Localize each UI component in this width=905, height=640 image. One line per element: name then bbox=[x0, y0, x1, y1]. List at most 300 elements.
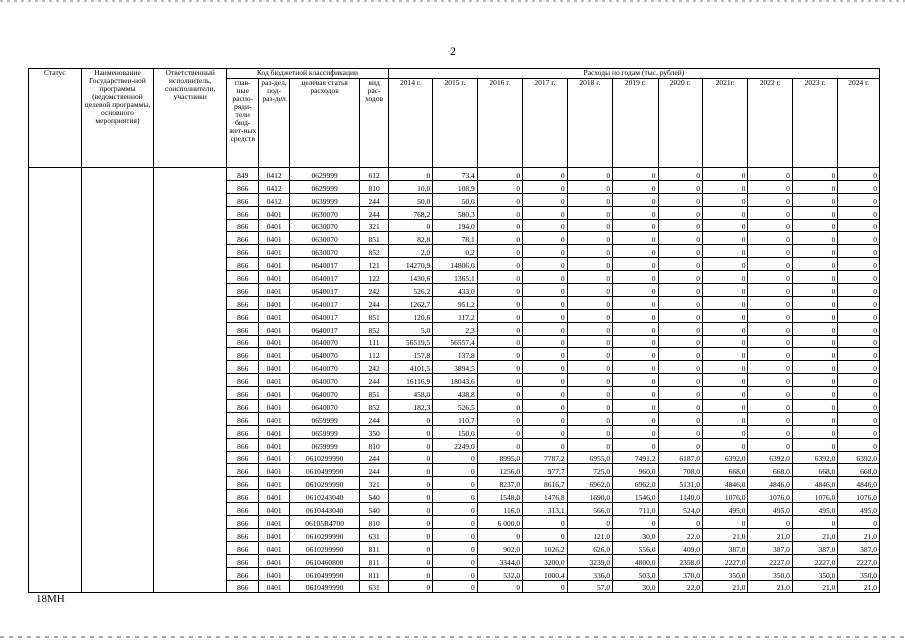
amount-cell: 0 bbox=[388, 567, 432, 580]
amount-cell: 121,0 bbox=[567, 528, 612, 541]
amount-cell: 0 bbox=[433, 541, 477, 554]
amount-cell: 0 bbox=[838, 232, 880, 245]
code-cell: 866 bbox=[227, 206, 259, 219]
code-cell: 866 bbox=[227, 180, 259, 193]
amount-cell: 22,0 bbox=[658, 580, 702, 593]
code-cell: 0401 bbox=[259, 541, 289, 554]
footer-code: 18МН bbox=[36, 593, 65, 605]
code-cell: 0401 bbox=[259, 554, 289, 567]
code-cell: 866 bbox=[227, 490, 259, 503]
code-cell: 244 bbox=[360, 451, 388, 464]
amount-cell: 0 bbox=[792, 258, 837, 271]
amount-cell: 56519,5 bbox=[388, 335, 432, 348]
code-cell: 06105R4700 bbox=[289, 516, 360, 529]
amount-cell: 0 bbox=[477, 438, 522, 451]
amount-cell: 0 bbox=[567, 258, 612, 271]
amount-cell: 902,0 bbox=[477, 541, 522, 554]
amount-cell: 0 bbox=[433, 490, 477, 503]
amount-cell: 0 bbox=[613, 425, 658, 438]
amount-cell: 21,0 bbox=[792, 580, 837, 593]
amount-cell: 0 bbox=[567, 335, 612, 348]
amount-cell: 6392,0 bbox=[748, 451, 792, 464]
code-cell: 866 bbox=[227, 258, 259, 271]
amount-cell: 2249,0 bbox=[433, 438, 477, 451]
code-cell: 0639999 bbox=[289, 193, 360, 206]
amount-cell: 0 bbox=[792, 168, 837, 181]
amount-cell: 0 bbox=[748, 309, 792, 322]
amount-cell: 0 bbox=[748, 193, 792, 206]
amount-cell: 0,2 bbox=[433, 245, 477, 258]
amount-cell: 0 bbox=[658, 284, 702, 297]
header-year: 2024 г. bbox=[838, 79, 880, 168]
amount-cell: 1000,4 bbox=[523, 567, 567, 580]
header-year: 2020 г. bbox=[658, 79, 702, 168]
amount-cell: 495,0 bbox=[838, 503, 880, 516]
amount-cell: 6392,0 bbox=[703, 451, 748, 464]
amount-cell: 50,0 bbox=[388, 193, 432, 206]
amount-cell: 0 bbox=[792, 387, 837, 400]
amount-cell: 0 bbox=[748, 258, 792, 271]
code-cell: 0401 bbox=[259, 296, 289, 309]
amount-cell: 387,0 bbox=[703, 541, 748, 554]
scan-edge-bottom bbox=[0, 636, 905, 638]
amount-cell: 0 bbox=[748, 425, 792, 438]
amount-cell: 6955,0 bbox=[567, 451, 612, 464]
amount-cell: 0 bbox=[388, 219, 432, 232]
code-cell: 0401 bbox=[259, 477, 289, 490]
code-cell: 851 bbox=[360, 232, 388, 245]
amount-cell: 0 bbox=[523, 284, 567, 297]
code-cell: 866 bbox=[227, 516, 259, 529]
amount-cell: 0 bbox=[567, 412, 612, 425]
code-cell: 866 bbox=[227, 425, 259, 438]
amount-cell: 0 bbox=[703, 412, 748, 425]
code-cell: 866 bbox=[227, 541, 259, 554]
amount-cell: 0 bbox=[433, 477, 477, 490]
header-responsible: Ответственный исполнитель, соисполнители, участники bbox=[154, 69, 227, 168]
amount-cell: 0 bbox=[838, 438, 880, 451]
amount-cell: 532,0 bbox=[477, 567, 522, 580]
amount-cell: 0 bbox=[388, 580, 432, 593]
amount-cell: 7787,2 bbox=[523, 451, 567, 464]
amount-cell: 0 bbox=[433, 528, 477, 541]
amount-cell: 0 bbox=[477, 193, 522, 206]
amount-cell: 0 bbox=[567, 180, 612, 193]
code-cell: 866 bbox=[227, 580, 259, 593]
amount-cell: 56557,4 bbox=[433, 335, 477, 348]
amount-cell: 0 bbox=[792, 232, 837, 245]
amount-cell: 4846,0 bbox=[792, 477, 837, 490]
amount-cell: 0 bbox=[658, 348, 702, 361]
amount-cell: 0 bbox=[838, 180, 880, 193]
code-cell: 112 bbox=[360, 348, 388, 361]
amount-cell: 116,0 bbox=[477, 503, 522, 516]
amount-cell: 0 bbox=[523, 168, 567, 181]
amount-cell: 668,0 bbox=[838, 464, 880, 477]
code-cell: 0401 bbox=[259, 490, 289, 503]
amount-cell: 82,8 bbox=[388, 232, 432, 245]
amount-cell: 495,0 bbox=[748, 503, 792, 516]
amount-cell: 0 bbox=[523, 425, 567, 438]
amount-cell: 1076,0 bbox=[748, 490, 792, 503]
amount-cell: 0 bbox=[523, 219, 567, 232]
amount-cell: 0 bbox=[792, 438, 837, 451]
amount-cell: 0 bbox=[658, 309, 702, 322]
amount-cell: 0 bbox=[523, 309, 567, 322]
amount-cell: 117,2 bbox=[433, 309, 477, 322]
amount-cell: 0 bbox=[792, 425, 837, 438]
amount-cell: 0 bbox=[658, 219, 702, 232]
amount-cell: 0 bbox=[567, 361, 612, 374]
amount-cell: 580,3 bbox=[433, 206, 477, 219]
code-cell: 321 bbox=[360, 219, 388, 232]
code-cell: 0610443040 bbox=[289, 503, 360, 516]
amount-cell: 0 bbox=[523, 580, 567, 593]
amount-cell: 0 bbox=[703, 348, 748, 361]
amount-cell: 0 bbox=[838, 245, 880, 258]
code-cell: 0401 bbox=[259, 206, 289, 219]
amount-cell: 0 bbox=[748, 516, 792, 529]
amount-cell: 951,2 bbox=[433, 296, 477, 309]
code-cell: 852 bbox=[360, 400, 388, 413]
amount-cell: 0 bbox=[477, 245, 522, 258]
amount-cell: 0 bbox=[838, 284, 880, 297]
amount-cell: 0 bbox=[613, 180, 658, 193]
amount-cell: 0 bbox=[703, 335, 748, 348]
amount-cell: 0 bbox=[567, 322, 612, 335]
amount-cell: 0 bbox=[388, 451, 432, 464]
amount-cell: 0 bbox=[613, 245, 658, 258]
amount-cell: 0 bbox=[838, 271, 880, 284]
code-cell: 866 bbox=[227, 464, 259, 477]
header-year: 2021г. bbox=[703, 79, 748, 168]
amount-cell: 0 bbox=[792, 412, 837, 425]
header-year: 2019 г. bbox=[613, 79, 658, 168]
code-cell: 0640070 bbox=[289, 400, 360, 413]
amount-cell: 458,0 bbox=[388, 387, 432, 400]
code-cell: 0401 bbox=[259, 567, 289, 580]
amount-cell: 0 bbox=[477, 412, 522, 425]
amount-cell: 3344,0 bbox=[477, 554, 522, 567]
amount-cell: 0 bbox=[658, 232, 702, 245]
amount-cell: 0 bbox=[748, 438, 792, 451]
code-cell: 0610299990 bbox=[289, 541, 360, 554]
amount-cell: 0 bbox=[567, 219, 612, 232]
code-cell: 866 bbox=[227, 245, 259, 258]
code-cell: 631 bbox=[360, 528, 388, 541]
code-cell: 811 bbox=[360, 554, 388, 567]
code-cell: 0640017 bbox=[289, 296, 360, 309]
code-cell: 321 bbox=[360, 477, 388, 490]
code-cell: 0610243040 bbox=[289, 490, 360, 503]
amount-cell: 0 bbox=[433, 567, 477, 580]
amount-cell: 0 bbox=[748, 335, 792, 348]
budget-table bbox=[28, 68, 880, 593]
code-cell: 244 bbox=[360, 412, 388, 425]
amount-cell: 350,0 bbox=[748, 567, 792, 580]
code-cell: 810 bbox=[360, 180, 388, 193]
amount-cell: 0 bbox=[567, 438, 612, 451]
amount-cell: 0 bbox=[388, 490, 432, 503]
amount-cell: 0 bbox=[748, 361, 792, 374]
amount-cell: 0 bbox=[658, 438, 702, 451]
code-cell: 0412 bbox=[259, 180, 289, 193]
amount-cell: 977,7 bbox=[523, 464, 567, 477]
amount-cell: 0 bbox=[792, 219, 837, 232]
code-cell: 866 bbox=[227, 477, 259, 490]
amount-cell: 0 bbox=[838, 296, 880, 309]
code-cell: 0401 bbox=[259, 219, 289, 232]
amount-cell: 0 bbox=[388, 412, 432, 425]
code-cell: 540 bbox=[360, 503, 388, 516]
amount-cell: 0 bbox=[703, 387, 748, 400]
amount-cell: 0 bbox=[658, 296, 702, 309]
amount-cell: 182,3 bbox=[388, 400, 432, 413]
amount-cell: 438,8 bbox=[433, 387, 477, 400]
amount-cell: 0 bbox=[523, 400, 567, 413]
page-number: 2 bbox=[450, 44, 456, 58]
amount-cell: 150,0 bbox=[433, 425, 477, 438]
amount-cell: 0 bbox=[477, 168, 522, 181]
amount-cell: 4800,0 bbox=[613, 554, 658, 567]
amount-cell: 0 bbox=[658, 258, 702, 271]
amount-cell: 0 bbox=[567, 374, 612, 387]
amount-cell: 30,0 bbox=[613, 580, 658, 593]
amount-cell: 5131,0 bbox=[658, 477, 702, 490]
amount-cell: 768,2 bbox=[388, 206, 432, 219]
code-cell: 0401 bbox=[259, 438, 289, 451]
amount-cell: 0 bbox=[703, 232, 748, 245]
amount-cell: 0 bbox=[748, 387, 792, 400]
amount-cell: 0 bbox=[477, 219, 522, 232]
amount-cell: 0 bbox=[792, 361, 837, 374]
code-cell: 0659999 bbox=[289, 425, 360, 438]
amount-cell: 0 bbox=[477, 374, 522, 387]
code-cell: 350 bbox=[360, 425, 388, 438]
amount-cell: 0 bbox=[658, 322, 702, 335]
amount-cell: 0 bbox=[838, 425, 880, 438]
code-cell: 244 bbox=[360, 374, 388, 387]
amount-cell: 0 bbox=[613, 168, 658, 181]
code-cell: 0630070 bbox=[289, 232, 360, 245]
amount-cell: 0 bbox=[477, 180, 522, 193]
amount-cell: 0 bbox=[703, 400, 748, 413]
code-cell: 0640017 bbox=[289, 309, 360, 322]
amount-cell: 0 bbox=[388, 516, 432, 529]
amount-cell: 0 bbox=[567, 206, 612, 219]
amount-cell: 0 bbox=[477, 271, 522, 284]
header-budget-code-group: Код бюджетной классификации bbox=[227, 69, 389, 79]
amount-cell: 4846,0 bbox=[838, 477, 880, 490]
code-cell: 540 bbox=[360, 490, 388, 503]
code-cell: 0610499990 bbox=[289, 464, 360, 477]
code-cell: 0401 bbox=[259, 374, 289, 387]
amount-cell: 21,0 bbox=[838, 528, 880, 541]
header-grbs: глав-ные распо-ряди-тели бюд-жет-ных средств bbox=[227, 79, 259, 168]
code-cell: 0610499990 bbox=[289, 580, 360, 593]
code-cell: 0401 bbox=[259, 425, 289, 438]
amount-cell: 4846,0 bbox=[703, 477, 748, 490]
amount-cell: 0 bbox=[388, 425, 432, 438]
amount-cell: 0 bbox=[613, 322, 658, 335]
code-cell: 0630070 bbox=[289, 219, 360, 232]
code-cell: 0610299990 bbox=[289, 477, 360, 490]
code-cell: 851 bbox=[360, 309, 388, 322]
amount-cell: 0 bbox=[477, 387, 522, 400]
code-cell: 0610299990 bbox=[289, 528, 360, 541]
amount-cell: 0 bbox=[703, 284, 748, 297]
amount-cell: 0 bbox=[658, 180, 702, 193]
amount-cell: 1076,0 bbox=[838, 490, 880, 503]
amount-cell: 0 bbox=[792, 271, 837, 284]
amount-cell: 120,6 bbox=[388, 309, 432, 322]
amount-cell: 22,0 bbox=[658, 528, 702, 541]
code-cell: 866 bbox=[227, 554, 259, 567]
code-cell: 244 bbox=[360, 206, 388, 219]
amount-cell: 526,5 bbox=[433, 400, 477, 413]
amount-cell: 194,0 bbox=[433, 219, 477, 232]
amount-cell: 668,0 bbox=[792, 464, 837, 477]
code-cell: 866 bbox=[227, 232, 259, 245]
amount-cell: 0 bbox=[658, 387, 702, 400]
code-cell: 0640017 bbox=[289, 322, 360, 335]
amount-cell: 0 bbox=[792, 206, 837, 219]
amount-cell: 3239,0 bbox=[567, 554, 612, 567]
amount-cell: 1262,7 bbox=[388, 296, 432, 309]
code-cell: 811 bbox=[360, 541, 388, 554]
amount-cell: 626,0 bbox=[567, 541, 612, 554]
code-cell: 866 bbox=[227, 219, 259, 232]
code-cell: 0401 bbox=[259, 464, 289, 477]
amount-cell: 495,0 bbox=[792, 503, 837, 516]
amount-cell: 73,4 bbox=[433, 168, 477, 181]
code-cell: 866 bbox=[227, 400, 259, 413]
code-cell: 866 bbox=[227, 387, 259, 400]
amount-cell: 6392,0 bbox=[792, 451, 837, 464]
amount-cell: 0 bbox=[523, 528, 567, 541]
amount-cell: 711,0 bbox=[613, 503, 658, 516]
amount-cell: 0 bbox=[613, 387, 658, 400]
code-cell: 0640017 bbox=[289, 271, 360, 284]
code-cell: 0610460800 bbox=[289, 554, 360, 567]
amount-cell: 0 bbox=[748, 219, 792, 232]
header-section: раз-дел, под-раз-дел bbox=[259, 79, 289, 168]
amount-cell: 30,0 bbox=[613, 528, 658, 541]
amount-cell: 4101,5 bbox=[388, 361, 432, 374]
amount-cell: 0 bbox=[613, 438, 658, 451]
amount-cell: 0 bbox=[748, 296, 792, 309]
code-cell: 866 bbox=[227, 271, 259, 284]
amount-cell: 0 bbox=[703, 219, 748, 232]
amount-cell: 10,0 bbox=[388, 180, 432, 193]
amount-cell: 0 bbox=[567, 516, 612, 529]
amount-cell: 8995,0 bbox=[477, 451, 522, 464]
amount-cell: 0 bbox=[658, 412, 702, 425]
amount-cell: 0 bbox=[567, 168, 612, 181]
amount-cell: 0 bbox=[838, 258, 880, 271]
amount-cell: 0 bbox=[433, 464, 477, 477]
amount-cell: 1256,0 bbox=[477, 464, 522, 477]
code-cell: 866 bbox=[227, 451, 259, 464]
amount-cell: 0 bbox=[658, 374, 702, 387]
amount-cell: 0 bbox=[433, 503, 477, 516]
amount-cell: 0 bbox=[523, 438, 567, 451]
amount-cell: 0 bbox=[838, 335, 880, 348]
header-target: целевая статья расходов bbox=[289, 79, 360, 168]
amount-cell: 0 bbox=[703, 206, 748, 219]
amount-cell: 0 bbox=[567, 193, 612, 206]
header-year: 2017 г. bbox=[523, 79, 567, 168]
amount-cell: 21,0 bbox=[703, 528, 748, 541]
amount-cell: 409,0 bbox=[658, 541, 702, 554]
amount-cell: 0 bbox=[613, 258, 658, 271]
amount-cell: 0 bbox=[792, 374, 837, 387]
code-cell: 0640070 bbox=[289, 361, 360, 374]
amount-cell: 0 bbox=[613, 348, 658, 361]
code-cell: 0629999 bbox=[289, 168, 360, 181]
code-cell: 866 bbox=[227, 322, 259, 335]
amount-cell: 0 bbox=[477, 258, 522, 271]
code-cell: 0401 bbox=[259, 284, 289, 297]
header-year: 2018 г. bbox=[567, 79, 612, 168]
code-cell: 0630070 bbox=[289, 206, 360, 219]
amount-cell: 2358,0 bbox=[658, 554, 702, 567]
amount-cell: 0 bbox=[838, 322, 880, 335]
code-cell: 612 bbox=[360, 168, 388, 181]
amount-cell: 0 bbox=[838, 387, 880, 400]
amount-cell: 0 bbox=[838, 516, 880, 529]
code-cell: 0401 bbox=[259, 528, 289, 541]
amount-cell: 6962,0 bbox=[567, 477, 612, 490]
amount-cell: 0 bbox=[748, 348, 792, 361]
amount-cell: 0 bbox=[388, 464, 432, 477]
amount-cell: 0 bbox=[567, 425, 612, 438]
code-cell: 244 bbox=[360, 296, 388, 309]
amount-cell: 1365,1 bbox=[433, 271, 477, 284]
amount-cell: 108,9 bbox=[433, 180, 477, 193]
scan-edge-top bbox=[0, 0, 905, 2]
code-cell: 0401 bbox=[259, 322, 289, 335]
amount-cell: 0 bbox=[567, 309, 612, 322]
amount-cell: 0 bbox=[613, 206, 658, 219]
amount-cell: 21,0 bbox=[748, 580, 792, 593]
amount-cell: 0 bbox=[658, 206, 702, 219]
amount-cell: 0 bbox=[703, 322, 748, 335]
amount-cell: 0 bbox=[658, 425, 702, 438]
amount-cell: 0 bbox=[838, 412, 880, 425]
amount-cell: 0 bbox=[388, 503, 432, 516]
amount-cell: 0 bbox=[523, 361, 567, 374]
amount-cell: 0 bbox=[703, 309, 748, 322]
amount-cell: 0 bbox=[748, 284, 792, 297]
amount-cell: 5,0 bbox=[388, 322, 432, 335]
code-cell: 866 bbox=[227, 412, 259, 425]
amount-cell: 0 bbox=[523, 232, 567, 245]
table-body bbox=[29, 168, 880, 593]
amount-cell: 0 bbox=[703, 516, 748, 529]
amount-cell: 0 bbox=[567, 271, 612, 284]
amount-cell: 387,0 bbox=[792, 541, 837, 554]
amount-cell: 668,0 bbox=[703, 464, 748, 477]
amount-cell: 0 bbox=[477, 400, 522, 413]
code-cell: 0640070 bbox=[289, 335, 360, 348]
amount-cell: 0 bbox=[703, 258, 748, 271]
amount-cell: 0 bbox=[658, 271, 702, 284]
amount-cell: 0 bbox=[523, 374, 567, 387]
code-cell: 0401 bbox=[259, 335, 289, 348]
header-status: Статус bbox=[29, 69, 82, 168]
status-cell bbox=[29, 168, 82, 593]
